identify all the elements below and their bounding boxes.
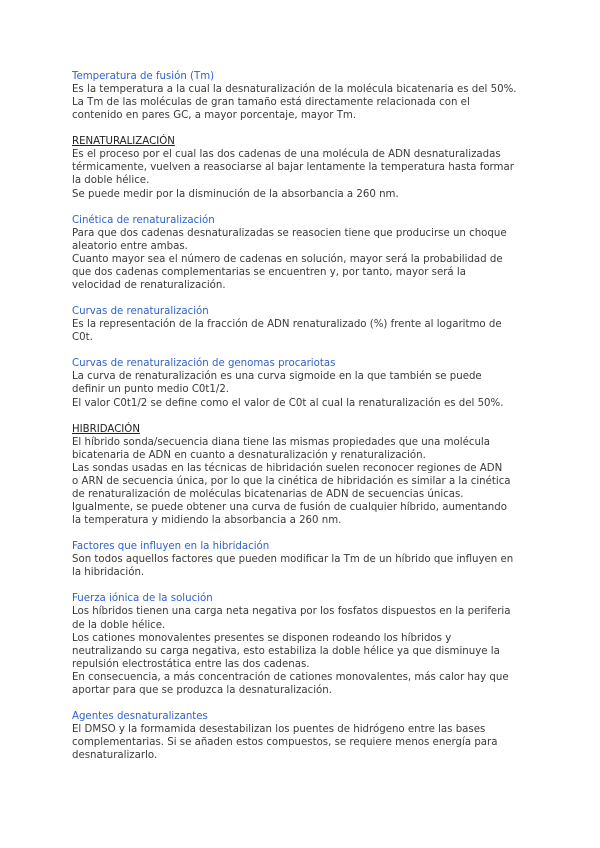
section-heading: Temperatura de fusión (Tm) — [72, 71, 215, 82]
paragraph-line: Los híbridos tienen una carga neta negativa por los fosfatos dispuestos en la periferia — [72, 606, 511, 618]
paragraph-line: aportar para que se produzca la desnaturalización. — [72, 685, 332, 696]
section-curvas-renaturalizacion — [72, 305, 532, 344]
paragraph-line: En consecuencia, a más concentración de cationes monovalentes, más calor hay que — [72, 671, 509, 683]
section-heading: Factores que influyen en la hibridación — [72, 541, 270, 553]
paragraph-line: neutralizando su carga negativa, esto estabiliza la doble hélice ya que disminuye la — [72, 645, 500, 657]
paragraph-line: Se puede medir por la disminución de la absorbancia a 260 nm. — [72, 188, 399, 200]
section-renaturalizacion — [72, 135, 532, 200]
paragraph-line: La curva de renaturalización es una curva sigmoide en la que también se puede — [72, 371, 482, 383]
paragraph-line: complementarias. Si se añaden estos compuestos, se requiere menos energía para — [72, 737, 498, 749]
paragraph-line: desnaturalizarlo. — [72, 750, 158, 762]
paragraph-line: La Tm de las moléculas de gran tamaño está directamente relacionada con el — [72, 97, 470, 109]
section-heading: RENATURALIZACIÓN — [72, 136, 175, 148]
paragraph-line: velocidad de renaturalización. — [72, 280, 226, 292]
section-heading: Agentes desnaturalizantes — [72, 711, 208, 723]
paragraph-line: de renaturalización de moléculas bicatenarias de ADN de secuencias únicas. — [72, 488, 464, 500]
section-cinetica-renaturalizacion — [72, 214, 532, 292]
paragraph-line: Son todos aquellos factores que pueden modificar la Tm de un híbrido que influyen en — [72, 554, 514, 566]
paragraph-line: Los cationes monovalentes presentes se disponen rodeando los híbridos y — [72, 632, 452, 644]
section-factores-hibridacion — [72, 540, 532, 579]
section-heading: HIBRIDACIÓN — [72, 423, 140, 435]
paragraph-line: aleatorio entre ambas. — [72, 240, 188, 252]
paragraph-line: repulsión electrostática entre las dos cadenas. — [72, 658, 310, 670]
document-page — [72, 70, 532, 762]
section-heading: Curvas de renaturalización — [72, 306, 209, 318]
paragraph-line: C0t. — [72, 332, 93, 344]
section-heading: Fuerza iónica de la solución — [72, 593, 213, 605]
section-agentes-desnaturalizantes — [72, 710, 532, 762]
paragraph-line: El DMSO y la formamida desestabilizan los puentes de hidrógeno entre las bases — [72, 724, 486, 736]
paragraph-line: que dos cadenas complementarias se encuentren y, por tanto, mayor será la — [72, 266, 466, 278]
section-hibridacion — [72, 423, 532, 528]
paragraph-line: Igualmente, se puede obtener una curva de fusión de cualquier híbrido, aumentando — [72, 502, 507, 514]
paragraph-line: o ARN de secuencia única, por lo que la cinética de hibridación es similar a la cinética — [72, 475, 511, 487]
paragraph-line: térmicamente, vuelven a reasociarse al bajar lentamente la temperatura hasta formar — [72, 162, 514, 174]
section-heading: Curvas de renaturalización de genomas procariotas — [72, 358, 336, 370]
paragraph-line: Es la representación de la fracción de ADN renaturalizado (%) frente al logaritmo de — [72, 319, 502, 331]
paragraph-line: Para que dos cadenas desnaturalizadas se reasocien tiene que producirse un choque — [72, 227, 507, 239]
paragraph-line: El híbrido sonda/secuencia diana tiene las mismas propiedades que una molécula — [72, 436, 490, 448]
paragraph-line: la hibridación. — [72, 567, 145, 579]
paragraph-line: El valor C0t1/2 se define como el valor de C0t al cual la renaturalización es del 50%. — [72, 397, 504, 409]
section-temperatura-fusion — [72, 70, 532, 122]
paragraph-line: definir un punto medio C0t1/2. — [72, 384, 230, 396]
paragraph-line: de la doble hélice. — [72, 619, 166, 631]
paragraph-line: contenido en pares GC, a mayor porcentaje, mayor Tm. — [72, 110, 357, 122]
paragraph-line: bicatenaria de ADN en cuanto a desnaturalización y renaturalización. — [72, 449, 426, 461]
paragraph-line: la temperatura y midiendo la absorbancia a 260 nm. — [72, 515, 342, 527]
section-fuerza-ionica — [72, 592, 532, 697]
paragraph-line: la doble hélice. — [72, 175, 150, 187]
paragraph-line: Las sondas usadas en las técnicas de hibridación suelen reconocer regiones de ADN — [72, 462, 503, 474]
paragraph-line: Es el proceso por el cual las dos cadenas de una molécula de ADN desnaturalizadas — [72, 149, 501, 161]
section-heading: Cinética de renaturalización — [72, 214, 215, 226]
paragraph-line: Cuanto mayor sea el número de cadenas en solución, mayor será la probabilidad de — [72, 253, 503, 265]
paragraph-line: Es la temperatura a la cual la desnaturalización de la molécula bicatenaria es del 50%. — [72, 84, 517, 95]
section-curvas-procariotas — [72, 357, 532, 409]
